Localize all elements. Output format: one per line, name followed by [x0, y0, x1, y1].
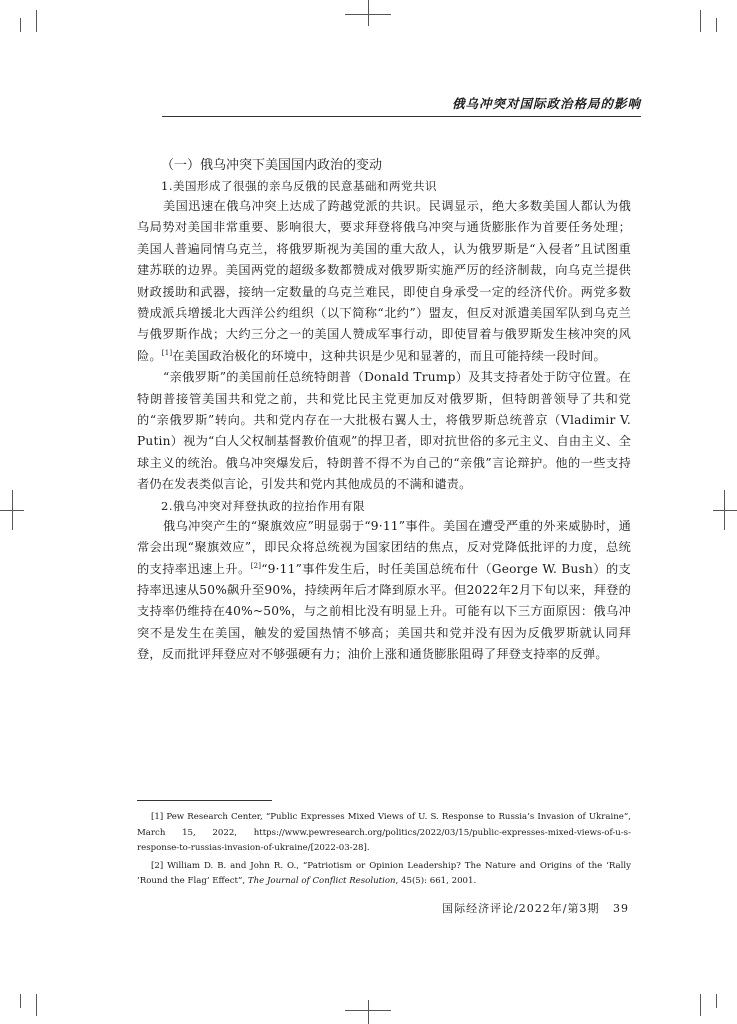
- crop-mark: [36, 10, 37, 32]
- crop-mark: [368, 1000, 369, 1024]
- footnote-1: [1] Pew Research Center, “Public Expresses Mixed Views of U. S. Response to Russia’s Invasion of Ukraine”, March 15, 2022, https://www.pewresearch.org/politics/2022/03/15/public-expresses-mixed-views-of-u-s-response-to-russias-invasion-of-ukraine/[2022-03-28].: [137, 812, 631, 853]
- crop-mark: [700, 10, 701, 32]
- crop-mark: [368, 0, 369, 26]
- crop-mark: [716, 18, 717, 32]
- header-rule: [162, 116, 641, 117]
- crop-mark: [716, 994, 717, 1008]
- crop-mark: [724, 490, 725, 530]
- footnote-rule: [137, 800, 272, 801]
- footnote-ref-2[interactable]: [2]: [250, 561, 262, 570]
- section-heading: （一）俄乌冲突下美国国内政治的变动: [161, 158, 383, 173]
- paragraph-2: “亲俄罗斯”的美国前任总统特朗普（Donald Trump）及其支持者处于防守位置。在特朗普接管美国共和党之前，共和党比民主党更加反对俄罗斯，但特朗普领导了共和党的“亲俄罗斯”转向。共和党内存在一大批极右翼人士，将俄罗斯总统普京（Vladimir V. Putin）视为“白人父权制基督教价值观”的捍卫者，即对抗世俗的多元主义、自由主义、全球主义的统治。俄乌冲突爆发后，特朗普不得不为自己的“亲俄”言论辩护。他的一些支持者仍在发表类似言论，引发共和党内其他成员的不满和谴责。: [137, 370, 631, 492]
- crop-mark: [20, 18, 21, 32]
- footnote-ref-1[interactable]: [1]: [161, 348, 173, 357]
- crop-mark: [20, 994, 21, 1008]
- page-number: 39: [613, 902, 629, 915]
- crop-mark: [700, 994, 701, 1016]
- footnote-2: [2] William D. B. and John R. O., “Patriotism or Opinion Leadership? The Nature and Origins of the ‘Rally ’Round the Flag’ Effect”, The Journal of Conflict Resolution, 45(5): 661, 2001.: [137, 860, 631, 886]
- journal-issue: 国际经济评论/2022年/第3期: [442, 902, 600, 915]
- crop-mark: [713, 510, 737, 511]
- paragraph-3: 俄乌冲突产生的“聚旗效应”明显弱于“9·11”事件。美国在遭受严重的外来威胁时，通常会出现“聚旗效应”，即民众将总统视为国家团结的焦点，反对党降低批评的力度，总统的支持率迅速上升。[2]“9·11”事件发生后，时任美国总统布什（George W. Bush）的支持率迅速从50%飙升至90%，持续两年后才降到原水平。但2022年2月下旬以来，拜登的支持率仍维持在40%~50%，与之前相比没有明显上升。可能有以下三方面原因：俄乌冲突不是发生在美国，触发的爱国热情不够高；美国共和党并没有因为反俄罗斯就认同拜登，反而批评拜登应对不够强硬有力；油价上涨和通货膨胀阻碍了拜登支持率的反弹。: [137, 518, 631, 662]
- subsection-heading-2: 2.俄乌冲突对拜登执政的拉抬作用有限: [161, 498, 365, 513]
- running-header: 俄乌冲突对国际政治格局的影响: [451, 96, 641, 111]
- journal-title: The Journal of Conflict Resolution: [247, 876, 396, 886]
- page-footer: [442, 900, 629, 916]
- article-body: [137, 156, 631, 666]
- footnotes: [137, 810, 631, 892]
- paragraph-1: 美国迅速在俄乌冲突上达成了跨越党派的共识。民调显示，绝大多数美国人都认为俄乌局势对美国非常重要、影响很大，要求拜登将俄乌冲突与通货膨胀作为首要任务处理；美国人普遍同情乌克兰，将俄罗斯视为美国的重大敌人，认为俄罗斯是“入侵者”且试图重建苏联的边界。美国两党的超级多数都赞成对俄罗斯实施严厉的经济制裁，向乌克兰提供财政援助和武器，接纳一定数量的乌克兰难民，即使自身承受一定的经济代价。两党多数赞成派兵增援北大西洋公约组织（以下简称“北约”）盟友，但反对派遣美国军队到乌克兰与俄罗斯作战；大约三分之一的美国人赞成军事行动，即使冒着与俄罗斯发生核冲突的风险。[1]在美国政治极化的环境中，这种共识是少见和显著的，而且可能持续一段时间。: [137, 199, 631, 363]
- crop-mark: [12, 490, 13, 530]
- subsection-heading-1: 1.美国形成了很强的亲乌反俄的民意基础和两党共识: [161, 179, 437, 193]
- crop-mark: [36, 994, 37, 1016]
